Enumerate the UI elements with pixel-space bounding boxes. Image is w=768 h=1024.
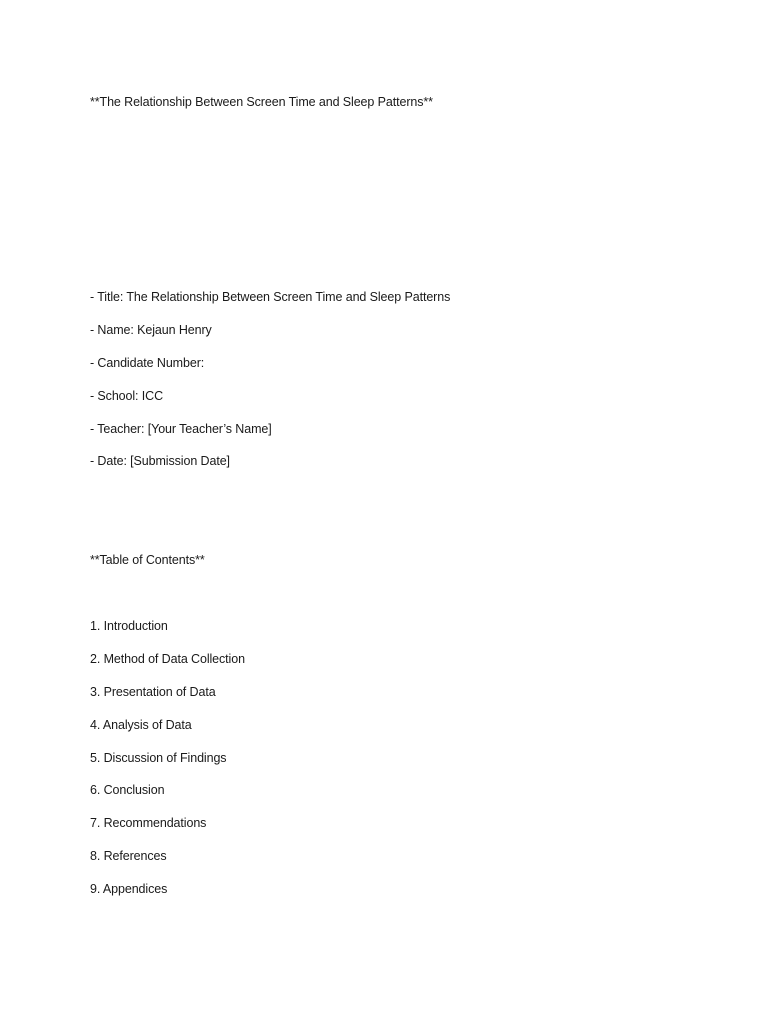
toc-item: 6. Conclusion [90, 783, 165, 797]
toc-item: 7. Recommendations [90, 816, 207, 830]
toc-item: 9. Appendices [90, 882, 168, 896]
toc-item: 3. Presentation of Data [90, 685, 216, 699]
cover-teacher-line: - Teacher: [Your Teacher’s Name] [90, 422, 272, 436]
toc-item: 4. Analysis of Data [90, 718, 192, 732]
cover-school-line: - School: ICC [90, 389, 164, 403]
cover-candidate-number-line: - Candidate Number: [90, 356, 205, 370]
cover-name-line: - Name: Kejaun Henry [90, 323, 212, 337]
document-heading: **The Relationship Between Screen Time and Sleep Patterns** [90, 95, 433, 109]
toc-heading: **Table of Contents** [90, 553, 205, 567]
toc-item: 5. Discussion of Findings [90, 751, 227, 765]
cover-title-line: - Title: The Relationship Between Screen Time and Sleep Patterns [90, 290, 451, 304]
toc-item: 1. Introduction [90, 619, 168, 633]
toc-item: 2. Method of Data Collection [90, 652, 245, 666]
toc-item: 8. References [90, 849, 167, 863]
cover-date-line: - Date: [Submission Date] [90, 454, 230, 468]
